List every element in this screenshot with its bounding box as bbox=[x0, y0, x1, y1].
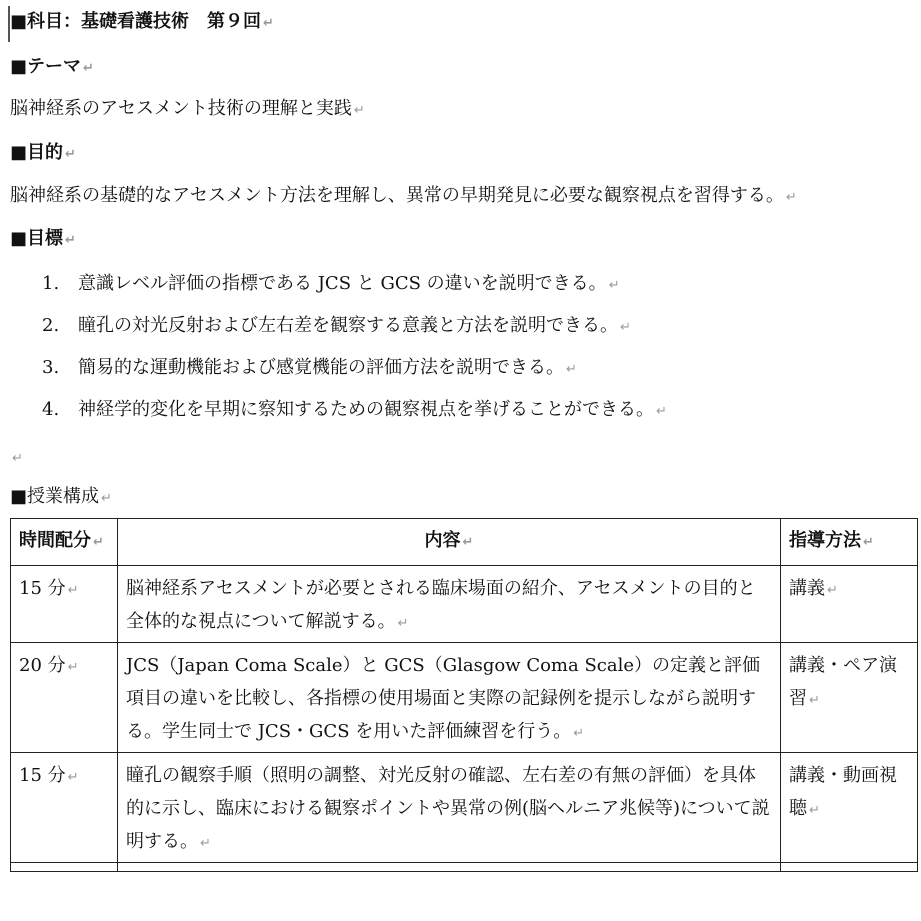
method-cell[interactable] bbox=[781, 643, 918, 753]
time-value: 15 分 bbox=[19, 578, 66, 599]
column-header-method-text: 指導方法 bbox=[789, 530, 861, 551]
method-cell[interactable] bbox=[781, 863, 918, 872]
cell-mark-icon: ↵ bbox=[462, 535, 474, 550]
method-cell[interactable] bbox=[781, 566, 918, 643]
goal-text: 神経学的変化を早期に察知するための観察視点を挙げることができる。 bbox=[78, 399, 654, 420]
theme-text-body: 脳神経系のアセスメント技術の理解と実践 bbox=[10, 98, 352, 119]
content-text: 瞳孔の観察手順（照明の調整、対光反射の確認、左右差の有無の評価）を具体的に示し、臨床における観察ポイントや異常の例(脳ヘルニア兆候等)について説明する。 bbox=[126, 765, 770, 852]
paragraph-mark-icon: ↵ bbox=[101, 491, 112, 506]
lesson-structure-table bbox=[10, 518, 918, 872]
cell-mark-icon: ↵ bbox=[397, 616, 409, 631]
goal-number: 3. bbox=[42, 357, 60, 378]
table-header-row bbox=[11, 519, 918, 566]
time-cell[interactable] bbox=[11, 643, 118, 753]
structure-heading[interactable] bbox=[10, 485, 112, 511]
cell-mark-icon: ↵ bbox=[573, 726, 585, 741]
subject-line[interactable] bbox=[10, 10, 274, 36]
paragraph-mark-icon: ↵ bbox=[785, 190, 797, 205]
purpose-heading[interactable] bbox=[10, 141, 76, 167]
time-value: 15 分 bbox=[19, 765, 66, 786]
goal-item-3[interactable] bbox=[42, 356, 577, 382]
method-text: 講義・動画視聴 bbox=[789, 765, 897, 819]
content-cell[interactable] bbox=[118, 643, 781, 753]
content-cell[interactable] bbox=[118, 753, 781, 863]
goal-text: 瞳孔の対光反射および左右差を観察する意義と方法を説明できる。 bbox=[78, 315, 618, 336]
content-text: 脳神経系アセスメントが必要とされる臨床場面の紹介、アセスメントの目的と全体的な視点について解説する。 bbox=[126, 578, 756, 632]
time-cell[interactable] bbox=[11, 863, 118, 872]
purpose-heading-text: ■目的 bbox=[10, 142, 64, 163]
cell-mark-icon: ↵ bbox=[93, 535, 104, 550]
goal-item-2[interactable] bbox=[42, 314, 631, 340]
goal-text: 簡易的な運動機能および感覚機能の評価方法を説明できる。 bbox=[78, 357, 564, 378]
cell-mark-icon: ↵ bbox=[200, 836, 211, 851]
column-header-content-text: 内容 bbox=[424, 530, 461, 551]
theme-text[interactable] bbox=[10, 97, 365, 123]
cell-mark-icon: ↵ bbox=[863, 535, 874, 550]
paragraph-mark-icon: ↵ bbox=[83, 61, 94, 76]
goal-text: 意識レベル評価の指標である JCS と GCS の違いを説明できる。 bbox=[78, 273, 607, 294]
goal-number: 1. bbox=[42, 273, 60, 294]
goals-heading[interactable] bbox=[10, 227, 76, 253]
paragraph-mark-icon: ↵ bbox=[12, 451, 23, 466]
paragraph-mark-icon: ↵ bbox=[608, 278, 620, 293]
purpose-text[interactable] bbox=[10, 184, 797, 210]
table-row bbox=[11, 566, 918, 643]
goal-item-1[interactable] bbox=[42, 272, 620, 298]
method-text: 講義 bbox=[789, 578, 825, 599]
content-cell[interactable] bbox=[118, 863, 781, 872]
content-text: JCS（Japan Coma Scale）と GCS（Glasgow Coma Scale）の定義と評価項目の違いを比較し、各指標の使用場面と実際の記録例を提示しながら説明する。学生同士で JCS・GCS を用いた評価練習を行う。 bbox=[126, 655, 760, 742]
column-header-content[interactable] bbox=[118, 519, 781, 566]
theme-heading[interactable] bbox=[10, 55, 94, 81]
content-cell[interactable] bbox=[118, 566, 781, 643]
purpose-text-body: 脳神経系の基礎的なアセスメント方法を理解し、異常の早期発見に必要な観察視点を習得する。 bbox=[10, 185, 784, 206]
structure-heading-text: ■授業構成 bbox=[10, 486, 100, 507]
paragraph-mark-icon: ↵ bbox=[353, 103, 365, 118]
cell-mark-icon: ↵ bbox=[67, 770, 79, 785]
cell-mark-icon: ↵ bbox=[67, 583, 79, 598]
method-text: 講義・ペア演習 bbox=[789, 655, 897, 709]
paragraph-mark-icon: ↵ bbox=[566, 362, 577, 377]
cell-mark-icon: ↵ bbox=[827, 583, 838, 598]
time-value: 20 分 bbox=[19, 655, 66, 676]
theme-heading-text: ■テーマ bbox=[10, 56, 82, 77]
table-row bbox=[11, 643, 918, 753]
column-header-method[interactable] bbox=[781, 519, 918, 566]
column-header-time[interactable] bbox=[11, 519, 118, 566]
table-row-partial bbox=[11, 863, 918, 872]
paragraph-mark-icon: ↵ bbox=[65, 233, 76, 248]
empty-paragraph[interactable] bbox=[10, 445, 23, 471]
lesson-structure-table-wrap bbox=[10, 518, 917, 872]
paragraph-mark-icon: ↵ bbox=[263, 16, 274, 31]
cell-mark-icon: ↵ bbox=[809, 693, 820, 708]
goals-heading-text: ■目標 bbox=[10, 228, 64, 249]
paragraph-mark-icon: ↵ bbox=[656, 404, 667, 419]
column-header-time-text: 時間配分 bbox=[19, 530, 91, 551]
subject-label: ■科目：基礎看護技術 第９回 bbox=[10, 11, 262, 32]
time-cell[interactable] bbox=[11, 566, 118, 643]
method-cell[interactable] bbox=[781, 753, 918, 863]
goal-item-4[interactable] bbox=[42, 398, 667, 424]
paragraph-mark-icon: ↵ bbox=[620, 320, 631, 335]
cell-mark-icon: ↵ bbox=[809, 803, 820, 818]
cell-mark-icon: ↵ bbox=[67, 660, 79, 675]
table-row bbox=[11, 753, 918, 863]
paragraph-mark-icon: ↵ bbox=[65, 147, 76, 162]
time-cell[interactable] bbox=[11, 753, 118, 863]
goal-number: 4. bbox=[42, 399, 60, 420]
goal-number: 2. bbox=[42, 315, 60, 336]
